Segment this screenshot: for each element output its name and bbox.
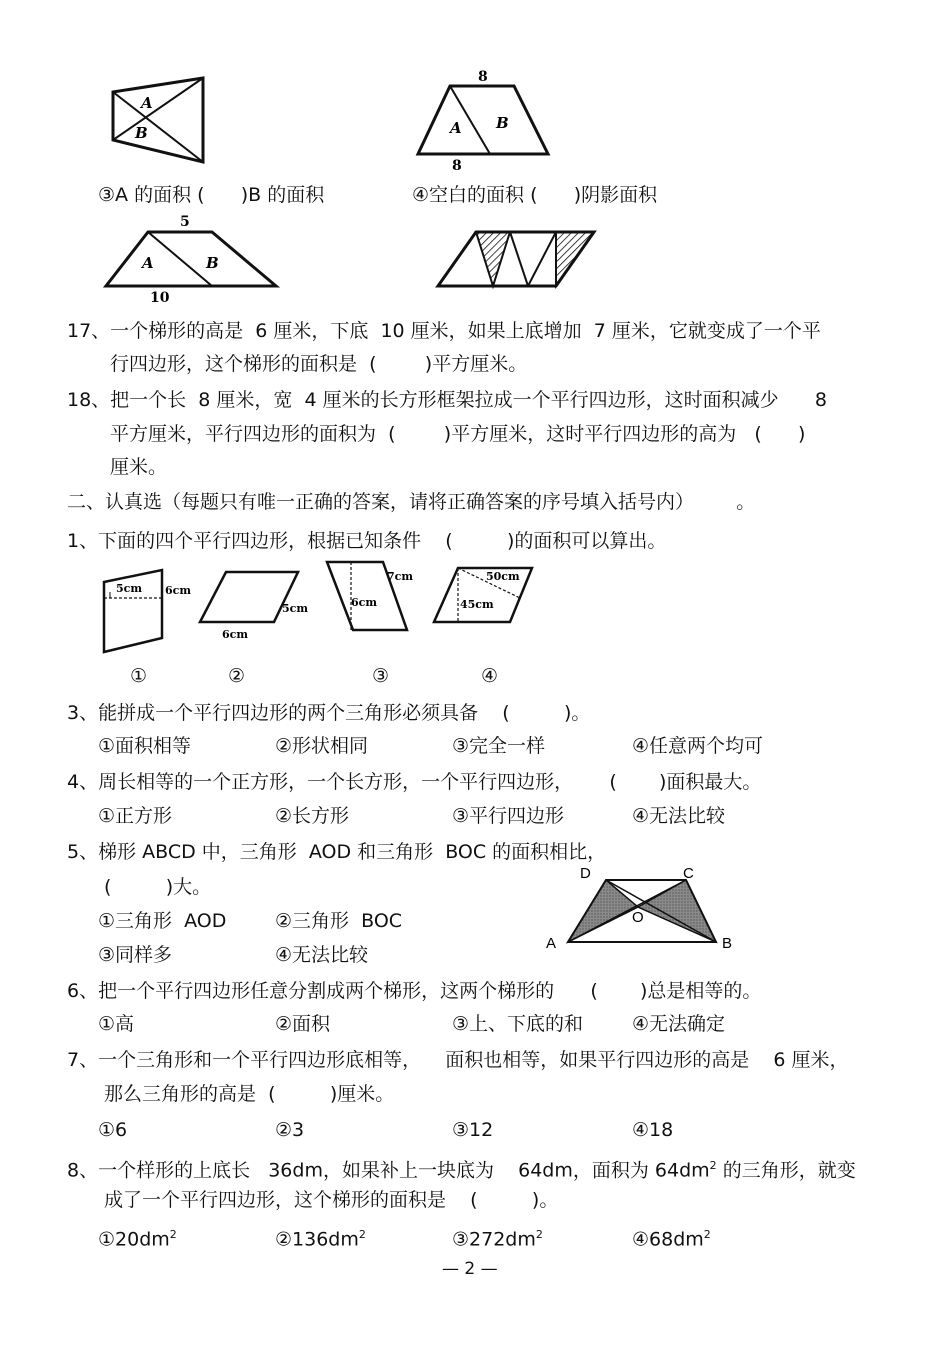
page-number: — 2 — xyxy=(442,1259,498,1279)
label-o: O xyxy=(632,909,644,926)
mc6-option-2[interactable]: ②面积 xyxy=(275,1013,331,1035)
figure-shaded-parallelogram xyxy=(434,228,599,294)
mc8-option-3-sup: 2 xyxy=(535,1228,543,1241)
label-b: B xyxy=(135,124,148,142)
mc6-option-4[interactable]: ④无法确定 xyxy=(632,1013,726,1035)
label-5cm: 5cm xyxy=(116,582,142,595)
figure-parallelogram-2 xyxy=(196,566,316,646)
label-b: B xyxy=(722,935,733,952)
figure-trapezoid-abcd xyxy=(540,862,740,957)
mc8-option-4-sup: 2 xyxy=(703,1228,711,1241)
label-bottom-8: 8 xyxy=(452,158,462,174)
q18-line-3: 厘米。 xyxy=(110,456,168,478)
mc7-option-1[interactable]: ①6 xyxy=(98,1119,128,1141)
mc4-option-2[interactable]: ②长方形 xyxy=(275,805,350,827)
mc8-option-3[interactable] xyxy=(452,1224,543,1250)
mc8-text-a: 8、一个样形的上底长 36dm，如果补上一块底为 64dm，面积为 64dm xyxy=(67,1159,710,1182)
mc8-question-line-2: 成了一个平行四边形，这个梯形的面积是 ( )。 xyxy=(104,1189,559,1211)
mc3-option-4[interactable]: ④任意两个均可 xyxy=(632,735,764,757)
label-b: B xyxy=(496,114,509,132)
mc4-question: 4、周长相等的一个正方形，一个长方形，一个平行四边形， ( )面积最大。 xyxy=(67,771,762,793)
label-6cm: 6cm xyxy=(222,628,248,641)
mc3-option-3[interactable]: ③完全一样 xyxy=(452,735,546,757)
q17-line-2: 行四边形，这个梯形的面积是 ( )平方厘米。 xyxy=(110,353,528,375)
mc1-option-3[interactable]: ③ xyxy=(372,665,390,687)
mc8-option-3-text: ③272dm xyxy=(452,1228,536,1251)
mc7-option-2[interactable]: ②3 xyxy=(275,1119,305,1141)
mc4-option-4[interactable]: ④无法比较 xyxy=(632,805,726,827)
label-45cm: 45cm xyxy=(460,598,494,611)
label-6cm: 6cm xyxy=(165,584,191,597)
q16-item-4: ④空白的面积 ( )阴影面积 xyxy=(412,184,658,206)
mc1-option-1[interactable]: ① xyxy=(130,665,148,687)
label-top-5: 5 xyxy=(180,214,190,230)
mc7-question-line-2: 那么三角形的高是 ( )厘米。 xyxy=(104,1083,395,1105)
mc7-question: 7、一个三角形和一个平行四边形底相等， 面积也相等，如果平行四边形的高是 6 厘米， xyxy=(67,1049,849,1071)
mc4-option-3[interactable]: ③平行四边形 xyxy=(452,805,565,827)
mc8-question xyxy=(67,1155,856,1181)
mc5-question: 5、梯形 ABCD 中，三角形 AOD 和三角形 BOC 的面积相比， xyxy=(67,841,607,863)
mc1-question: 1、下面的四个平行四边形，根据已知条件 ( )的面积可以算出。 xyxy=(67,530,667,552)
mc5-question-line-2: ( )大。 xyxy=(104,876,212,898)
mc4-option-1[interactable]: ①正方形 xyxy=(98,805,173,827)
mc8-option-1[interactable] xyxy=(98,1224,177,1250)
label-a: A xyxy=(546,935,557,952)
mc8-option-2-sup: 2 xyxy=(358,1228,366,1241)
q16-item-3: ③A 的面积 ( )B 的面积 xyxy=(98,184,325,206)
mc8-superscript: 2 xyxy=(709,1159,717,1172)
figure-trapezoid-ab-diagonals xyxy=(105,78,215,168)
mc8-option-2[interactable] xyxy=(275,1224,366,1250)
label-d: D xyxy=(580,865,591,882)
mc8-option-1-sup: 2 xyxy=(169,1228,177,1241)
label-bottom-10: 10 xyxy=(150,290,170,306)
mc1-option-2[interactable]: ② xyxy=(228,665,246,687)
label-a: A xyxy=(142,254,154,272)
label-50cm: 50cm xyxy=(486,570,520,583)
label-6cm: 6cm xyxy=(351,596,377,609)
figure-parallelogram-1 xyxy=(102,566,197,656)
mc6-option-3[interactable]: ③上、下底的和 xyxy=(452,1013,584,1035)
label-a: A xyxy=(450,119,462,137)
mc3-option-2[interactable]: ②形状相同 xyxy=(275,735,369,757)
mc8-option-2-text: ②136dm xyxy=(275,1228,359,1251)
section-2-heading: 二、认真选（每题只有唯一正确的答案，请将正确答案的序号填入括号内） 。 xyxy=(67,491,756,513)
mc8-option-4[interactable] xyxy=(632,1224,711,1250)
figure-trapezoid-8-8 xyxy=(414,68,554,172)
mc7-option-4[interactable]: ④18 xyxy=(632,1119,674,1141)
mc5-option-3[interactable]: ③同样多 xyxy=(98,944,173,966)
label-top-8: 8 xyxy=(478,69,488,85)
mc8-option-1-text: ①20dm xyxy=(98,1228,170,1251)
q18-line-2: 平方厘米，平行四边形的面积为 ( )平方厘米，这时平行四边形的高为 ( ) xyxy=(110,423,806,445)
mc3-question: 3、能拼成一个平行四边形的两个三角形必须具备 ( )。 xyxy=(67,702,591,724)
mc1-option-4[interactable]: ④ xyxy=(481,665,499,687)
mc8-option-4-text: ④68dm xyxy=(632,1228,704,1251)
label-7cm: 7cm xyxy=(387,570,413,583)
mc8-text-b: 的三角形，就变 xyxy=(716,1159,856,1182)
mc6-option-1[interactable]: ①高 xyxy=(98,1013,135,1035)
label-c: C xyxy=(683,865,694,882)
mc5-option-4[interactable]: ④无法比较 xyxy=(275,944,369,966)
mc6-question: 6、把一个平行四边形任意分割成两个梯形，这两个梯形的 ( )总是相等的。 xyxy=(67,980,762,1002)
q18-line-1: 18、把一个长 8 厘米，宽 4 厘米的长方形框架拉成一个平行四边形，这时面积减少 8 xyxy=(67,389,827,411)
label-b: B xyxy=(206,254,219,272)
figure-parallelogram-3 xyxy=(323,558,423,638)
mc7-option-3[interactable]: ③12 xyxy=(452,1119,494,1141)
figure-trapezoid-5-10 xyxy=(102,212,282,304)
mc5-option-2[interactable]: ②三角形 BOC xyxy=(275,910,403,932)
label-5cm: 5cm xyxy=(282,602,308,615)
figure-parallelogram-4 xyxy=(430,564,535,634)
mc3-option-1[interactable]: ①面积相等 xyxy=(98,735,192,757)
mc5-option-1[interactable]: ①三角形 AOD xyxy=(98,910,227,932)
label-a: A xyxy=(141,94,153,112)
q17-line-1: 17、一个梯形的高是 6 厘米，下底 10 厘米，如果上底增加 7 厘米，它就变成了一个平 xyxy=(67,320,821,342)
